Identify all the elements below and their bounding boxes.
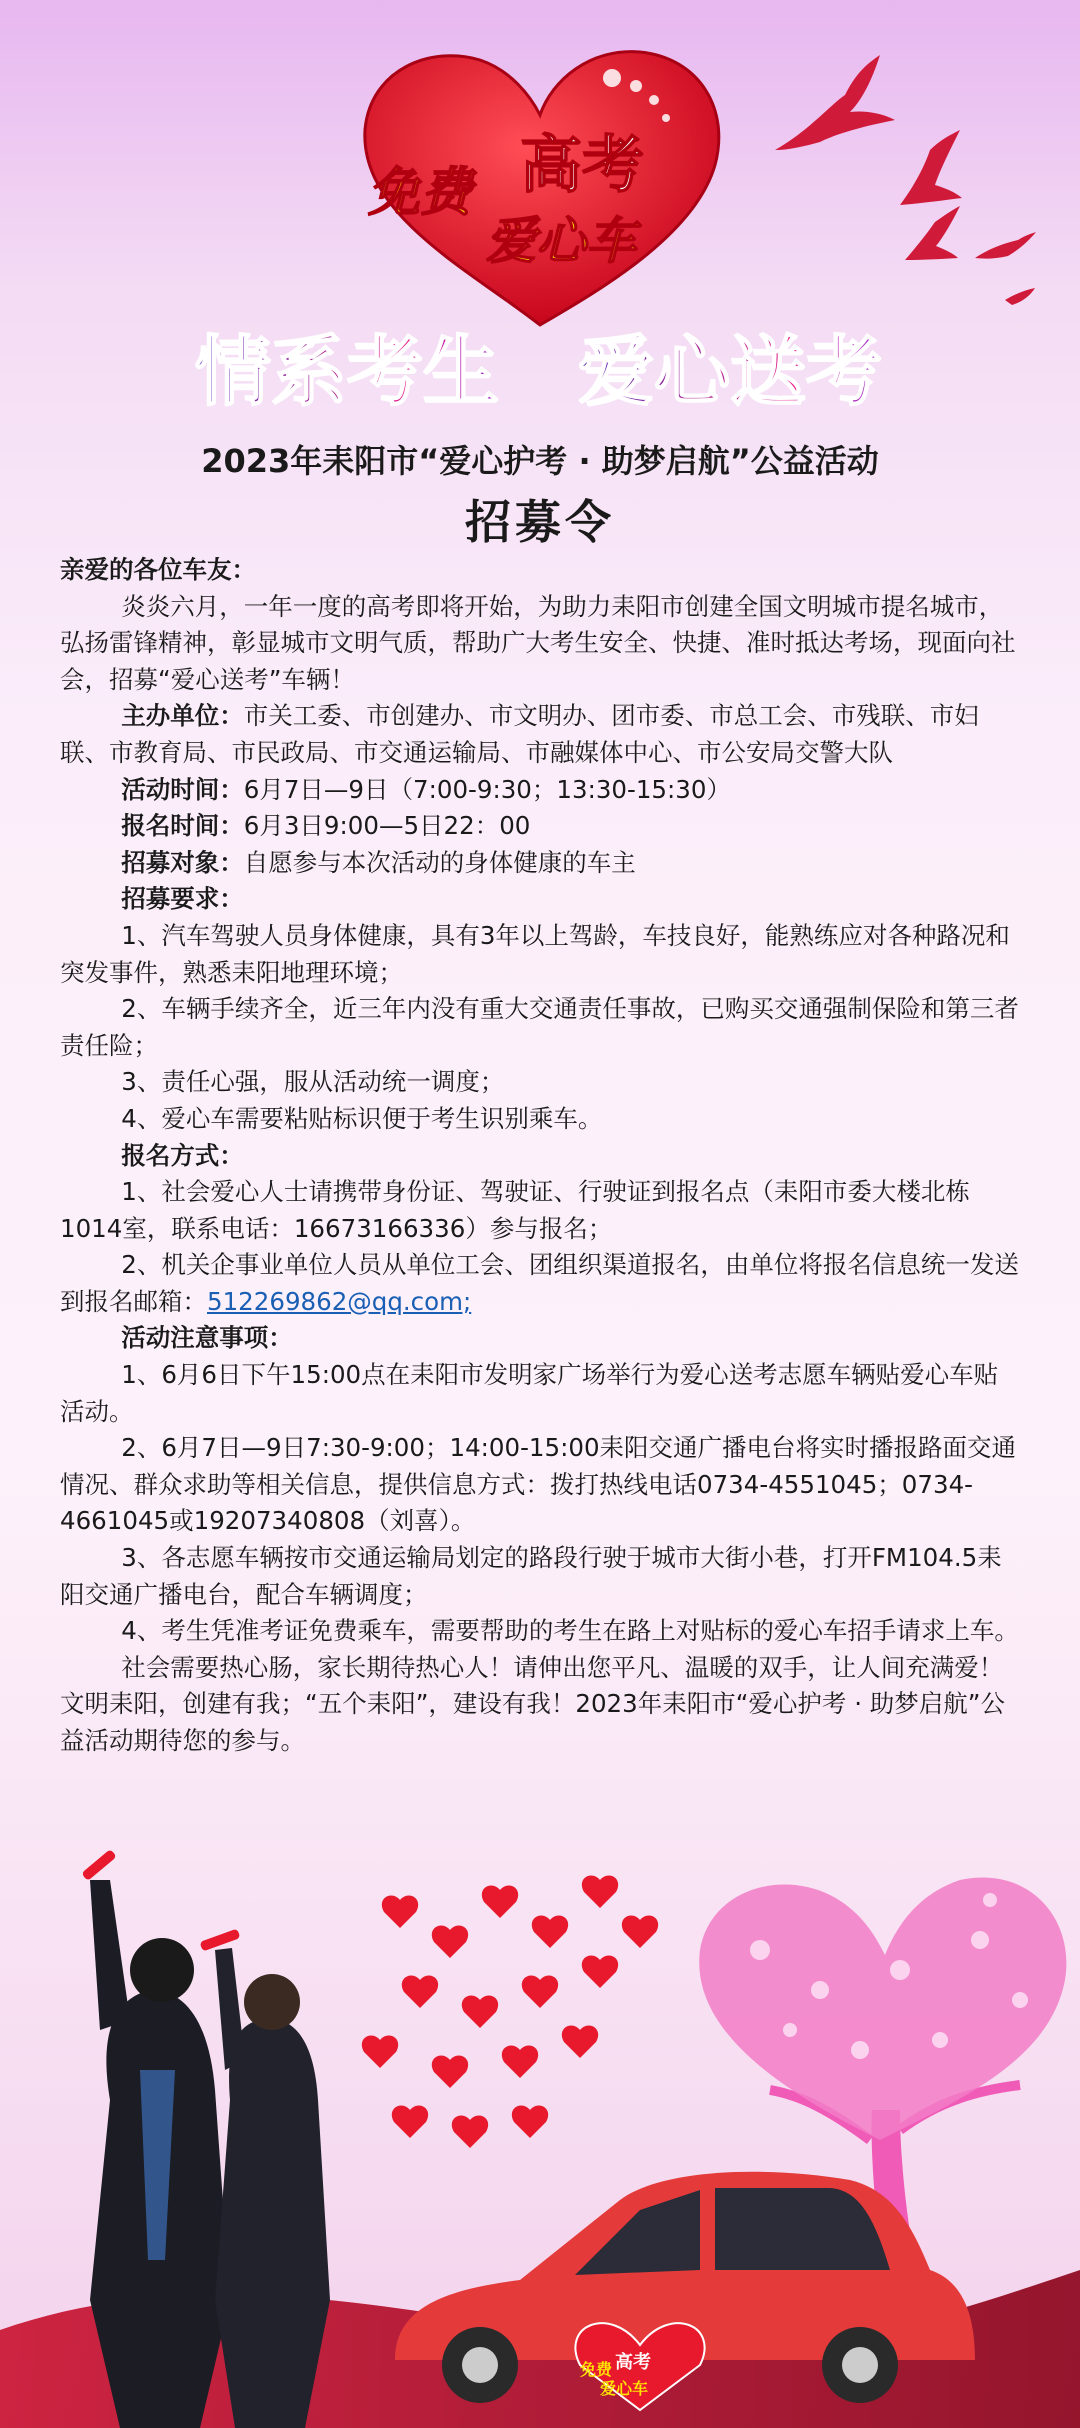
email-link[interactable]: 512269862@qq.com; — [207, 1286, 472, 1316]
organizers-line — [60, 698, 1020, 771]
note-3: 3、各志愿车辆按市交通运输局划定的路段行驶于城市大街小巷，打开FM104.5耒阳交通广播电台，配合车辆调度； — [60, 1543, 1002, 1609]
intro-paragraph: 炎炎六月，一年一度的高考即将开始，为助力耒阳市创建全国文明城市提名城市，弘扬雷锋精神，彰显城市文明气质，帮助广大考生安全、快捷、准时抵达考场，现面向社会，招募“爱心送考”车辆！ — [60, 591, 1016, 694]
requirement-4: 4、爱心车需要粘贴标识便于考生识别乘车。 — [121, 1103, 603, 1133]
time-value: 6月7日—9日（7:00-9:30；13:30-15:30） — [243, 774, 731, 804]
graduates-figures — [81, 1849, 330, 2428]
car-sticker-text-c: 爱心车 — [600, 2379, 649, 2398]
car-sticker-text-b: 高考 — [615, 2352, 651, 2373]
flying-birds — [775, 55, 1036, 305]
notice-body — [60, 552, 1020, 1760]
signup-method-2 — [60, 1247, 1020, 1320]
signup-method-label: 报名方式： — [121, 1140, 244, 1170]
requirement-3: 3、责任心强，服从活动统一调度； — [121, 1067, 505, 1097]
requirements-label: 招募要求： — [121, 884, 244, 914]
target-value: 自愿参与本次活动的身体健康的车主 — [243, 847, 636, 877]
closing-paragraph: 社会需要热心肠，家长期待热心人！请伸出您平凡、温暖的双手，让人间充满爱！文明耒阳，创建有我；“五个耒阳”，建设有我！2023年耒阳市“爱心护考 · 助梦启航”公益活动期待您的参与。 — [60, 1652, 1005, 1755]
notice-title: 招募令 — [465, 495, 615, 549]
footer-artwork — [0, 1840, 1080, 2428]
car-sticker-text-a: 免费 — [580, 2360, 613, 2379]
signup-time-value: 6月3日9:00—5日22：00 — [243, 811, 531, 841]
note-4: 4、考生凭准考证免费乘车，需要帮助的考生在路上对贴标的爱心车招手请求上车。 — [121, 1616, 1019, 1646]
signup-time-line — [60, 808, 1020, 845]
time-label: 活动时间： — [121, 774, 244, 804]
signup-method-2-text: 2、机关企事业单位人员从单位工会、团组织渠道报名，由单位将报名信息统一发送到报名邮箱： — [60, 1250, 1019, 1316]
target-label: 招募对象： — [121, 847, 244, 877]
slogan-part-1: 情系考生 — [195, 327, 499, 416]
floating-hearts — [362, 1876, 658, 2148]
heart-badge — [365, 52, 719, 325]
requirement-1: 1、汽车驾驶人员身体健康，具有3年以上驾龄，车技良好，能熟练应对各种路况和突发事件，熟悉耒阳地理环境； — [60, 920, 1010, 987]
event-title: 2023年耒阳市“爱心护考 · 助梦启航”公益活动 — [201, 442, 879, 480]
signup-method-1: 1、社会爱心人士请携带身份证、驾驶证、行驶证到报名点（耒阳市委大楼北栋1014室，联系电话：16673166336）参与报名； — [60, 1177, 970, 1243]
signup-time-label: 报名时间： — [121, 811, 244, 841]
header-artwork — [0, 0, 1080, 330]
badge-text-car: 爱心车 — [486, 212, 636, 270]
car-illustration — [395, 2172, 975, 2410]
badge-text-free: 免费 — [368, 163, 473, 223]
target-line — [60, 845, 1020, 882]
organizers-label: 主办单位： — [121, 701, 244, 731]
slogan-part-2: 爱心送考 — [578, 327, 882, 416]
notes-label: 活动注意事项： — [121, 1323, 293, 1353]
note-1: 1、6月6日下午15:00点在耒阳市发明家广场举行为爱心送考志愿车辆贴爱心车贴活动。 — [60, 1360, 999, 1426]
badge-text-exam: 高考 — [520, 128, 645, 201]
time-line — [60, 772, 1020, 809]
greeting: 亲爱的各位车友： — [60, 555, 256, 584]
note-2: 2、6月7日—9日7:30-9:00；14:00-15:00耒阳交通广播电台将实时播报路面交通情况、群众求助等相关信息，提供信息方式：拨打热线电话0734-4551045；0734-4661045或19207340808（刘喜）。 — [60, 1433, 1017, 1536]
slogan-banner — [0, 318, 1080, 428]
organizers-value: 市关工委、市创建办、市文明办、团市委、市总工会、市残联、市妇联、市教育局、市民政局、市交通运输局、市融媒体中心、市公安局交警大队 — [60, 701, 979, 767]
requirement-2: 2、车辆手续齐全，近三年内没有重大交通责任事故，已购买交通强制保险和第三者责任险； — [60, 994, 1019, 1060]
